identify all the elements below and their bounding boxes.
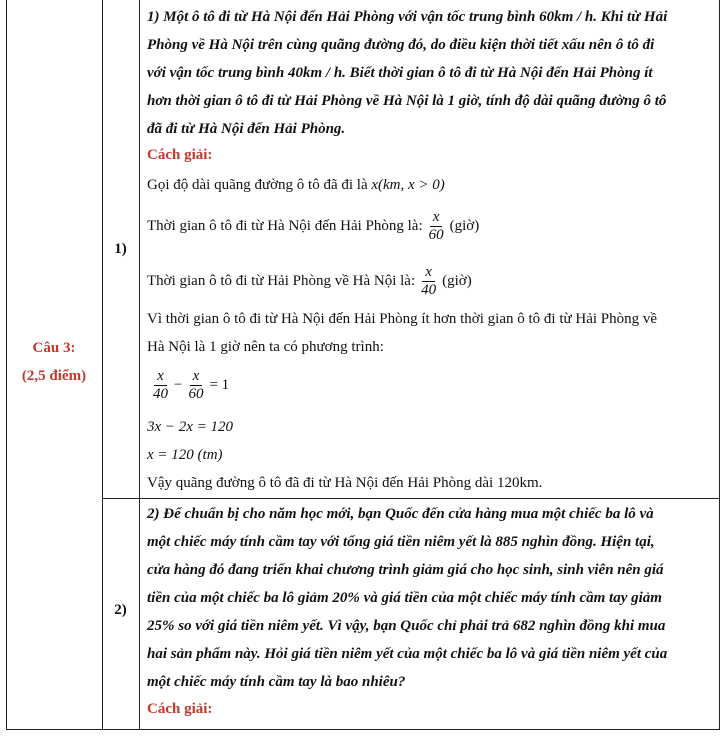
row-divider: [102, 498, 720, 499]
time2-unit: (giờ): [442, 273, 472, 289]
time1-unit: (giờ): [449, 218, 480, 234]
time1-fraction: [426, 209, 447, 244]
time2-text: Thời gian ô tô đi từ Hải Phòng về Hà Nội là:: [147, 273, 416, 289]
let-text: Gọi độ dài quãng đường ô tô đã đi là: [147, 177, 372, 193]
part1-number: 1): [114, 241, 127, 257]
part1-solution-label: Cách giải:: [147, 147, 213, 163]
let-math: x(km, x > 0): [371, 177, 445, 193]
time1-num: x: [430, 209, 443, 227]
time2-den: 40: [421, 282, 437, 298]
part1-prompt-line: 1) Một ô tô đi từ Hà Nội đến Hải Phòng với vận tốc trung bình 60km / h. Khi từ Hải: [147, 9, 668, 25]
eq-frac2-num: x: [190, 368, 203, 386]
let-statement: [147, 177, 445, 194]
eq-minus: −: [174, 377, 183, 393]
time1-den: 60: [428, 227, 444, 243]
part1-prompt-line: hơn thời gian ô tô đi từ Hải Phòng về Hà Nội là 1 giờ, tính độ dài quãng đường ô tô: [147, 93, 667, 109]
eq-frac2-den: 60: [188, 386, 204, 402]
equation-2: 3x − 2x = 120: [147, 419, 234, 435]
column-divider-1: [102, 0, 103, 730]
time2-statement: [147, 264, 472, 299]
table-border-right: [719, 0, 720, 730]
time2-num: x: [422, 264, 435, 282]
part2-number: 2): [114, 602, 127, 618]
part1-prompt-line: Phòng về Hà Nội trên cùng quãng đường đó, do điều kiện thời tiết xấu nên ô tô đi: [147, 37, 655, 53]
eq-frac1-num: x: [154, 368, 167, 386]
table-border-bottom: [6, 729, 720, 730]
column-divider-2: [139, 0, 140, 730]
question-label: Câu 3:: [32, 340, 76, 356]
time2-fraction: [418, 264, 439, 299]
question-points: (2,5 điểm): [21, 368, 87, 384]
reason-line: Hà Nội là 1 giờ nên ta có phương trình:: [147, 339, 384, 355]
time1-text: Thời gian ô tô đi từ Hà Nội đến Hải Phòng là:: [147, 218, 423, 234]
equation-1: [147, 368, 229, 403]
eq-fraction-1: [150, 368, 171, 403]
time1-statement: [147, 209, 479, 244]
part2-prompt-line: 25% so với giá tiền niêm yết. Vì vậy, bạn Quốc chỉ phải trả 682 nghìn đồng khi mua: [147, 618, 666, 634]
conclusion: Vậy quãng đường ô tô đã đi từ Hà Nội đến Hải Phòng dài 120km.: [147, 475, 543, 491]
part1-prompt-line: với vận tốc trung bình 40km / h. Biết thời gian ô tô đi từ Hà Nội đến Hải Phòng ít: [147, 65, 653, 81]
part2-prompt-line: hai sản phẩm này. Hỏi giá tiền niêm yết của một chiếc ba lô và giá tiền niêm yết của: [147, 646, 668, 662]
part2-prompt-line: một chiếc máy tính cầm tay với tổng giá tiền niêm yết là 885 nghìn đồng. Hiện tại,: [147, 534, 655, 550]
answer-table: [6, 0, 720, 730]
part2-prompt-line: một chiếc máy tính cầm tay là bao nhiêu?: [147, 674, 406, 690]
part1-prompt-line: đã đi từ Hà Nội đến Hải Phòng.: [147, 121, 346, 137]
part2-prompt-line: cửa hàng đó đang triển khai chương trình giảm giá cho học sinh, sinh viên nên giá: [147, 562, 664, 578]
table-border-left: [6, 0, 7, 730]
equation-3: x = 120 (tm): [147, 447, 223, 463]
eq-fraction-2: [185, 368, 206, 403]
part2-prompt-line: tiền của một chiếc ba lô giảm 20% và giá tiền của một chiếc máy tính cầm tay giảm: [147, 590, 662, 606]
part2-solution-label: Cách giải:: [147, 701, 213, 717]
eq-rhs: = 1: [209, 377, 230, 393]
reason-line: Vì thời gian ô tô đi từ Hà Nội đến Hải Phòng ít hơn thời gian ô tô đi từ Hải Phòng về: [147, 311, 658, 327]
part2-prompt-line: 2) Để chuẩn bị cho năm học mới, bạn Quốc đến cửa hàng mua một chiếc ba lô và: [147, 506, 654, 522]
eq-frac1-den: 40: [153, 386, 168, 402]
